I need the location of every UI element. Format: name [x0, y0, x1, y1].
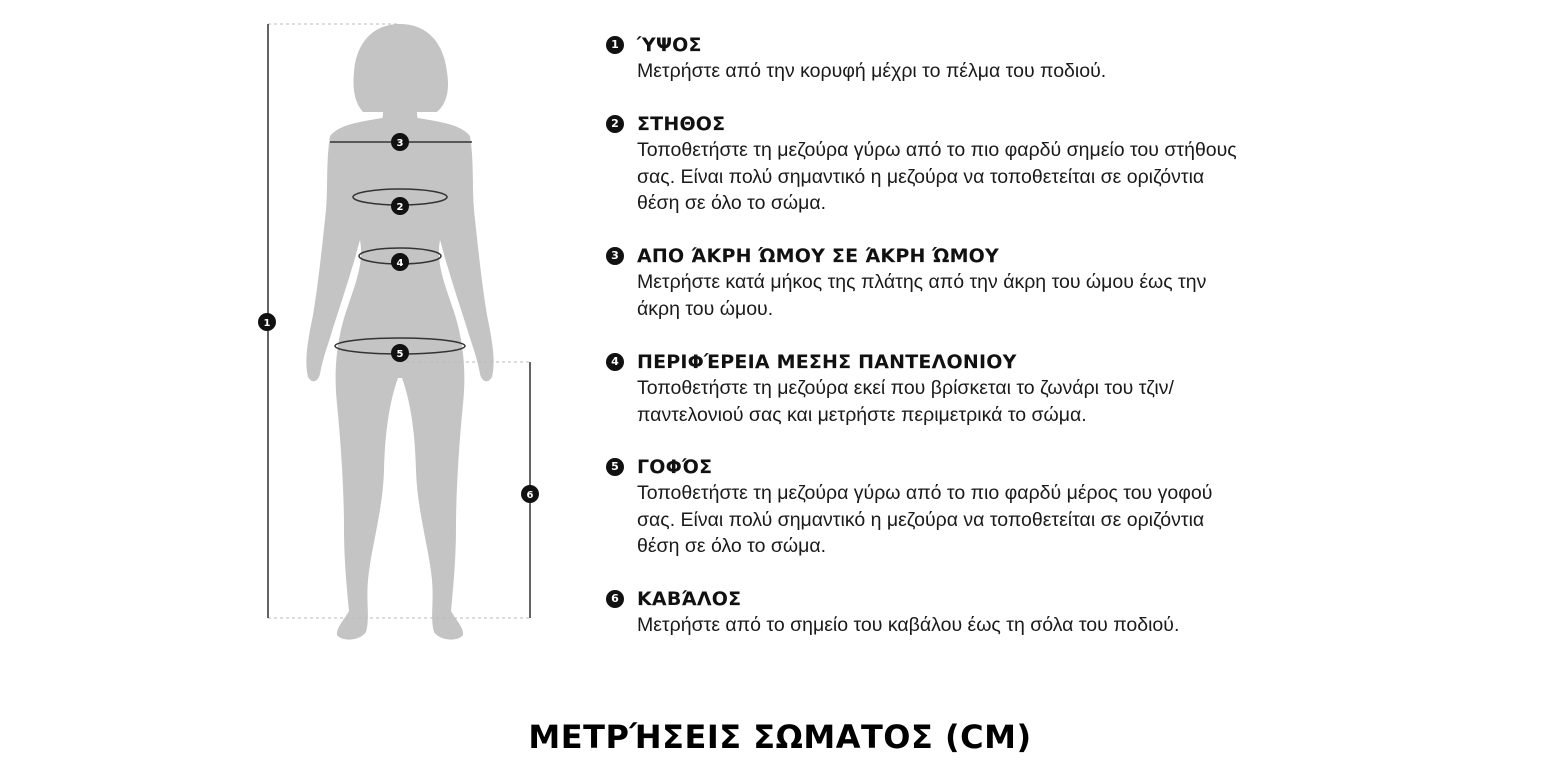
instruction-description: Μετρήστε από το σημείο του καβάλου έως τη σόλα του ποδιού.	[637, 614, 1180, 636]
page-title: ΜΕΤΡΉΣΕΙΣ ΣΩΜΑΤΟΣ (CM)	[528, 718, 1032, 756]
instruction-title: ΓΟΦΌΣ	[637, 456, 713, 478]
instruction-title: ΠΕΡΙΦΈΡΕΙΑ ΜΕΣΗΣ ΠΑΝΤΕΛΟΝΙΟΥ	[637, 351, 1017, 373]
number-badge: 4	[606, 353, 624, 371]
marker-hip	[391, 344, 409, 362]
instruction-title: ΣΤΗΘΟΣ	[637, 113, 726, 135]
instruction-title: ΎΨΟΣ	[637, 34, 702, 56]
instruction-chest	[606, 111, 1237, 217]
body-figure	[0, 0, 620, 680]
svg-text:6: 6	[526, 490, 534, 501]
marker-chest	[391, 197, 409, 215]
number-badge: 2	[606, 115, 624, 133]
instruction-description: Μετρήστε από την κορυφή μέχρι το πέλμα του ποδιού.	[637, 60, 1107, 82]
number-badge: 3	[606, 247, 624, 265]
instruction-title: ΚΑΒΆΛΟΣ	[637, 588, 742, 610]
instruction-hip	[606, 454, 1237, 560]
instruction-description: Μετρήστε κατά μήκος της πλάτης από την άκρη του ώμου έως την άκρη του ώμου.	[637, 271, 1207, 320]
instruction-description: Τοποθετήστε τη μεζούρα γύρω από το πιο φαρδύ μέρος του γοφού σας. Είναι πολύ σημαντικό η μεζούρα να τοποθετείται σε οριζόντια θέση σε όλο το σώμα.	[637, 482, 1213, 557]
number-badge: 1	[606, 36, 624, 54]
svg-text:2: 2	[396, 202, 404, 213]
instruction-description: Τοποθετήστε τη μεζούρα εκεί που βρίσκεται το ζωνάρι του τζιν/παντελονιού σας και μετρήστε περιμετρικά το σώμα.	[637, 377, 1174, 426]
female-silhouette-icon	[306, 24, 493, 640]
instruction-waist	[606, 349, 1237, 428]
instruction-height	[606, 32, 1237, 85]
svg-text:3: 3	[396, 138, 404, 149]
svg-text:4: 4	[396, 258, 404, 269]
marker-inseam	[521, 485, 539, 503]
number-badge: 5	[606, 458, 624, 476]
svg-text:5: 5	[396, 349, 404, 360]
instruction-description: Τοποθετήστε τη μεζούρα γύρω από το πιο φαρδύ σημείο του στήθους σας. Είναι πολύ σημαντικό η μεζούρα να τοποθετείται σε οριζόντια θέση σε όλο το σώμα.	[637, 139, 1237, 214]
number-badge: 6	[606, 590, 624, 608]
marker-shoulder	[391, 133, 409, 151]
marker-height	[258, 313, 276, 331]
svg-text:1: 1	[263, 318, 271, 329]
instruction-inseam	[606, 586, 1237, 639]
instruction-title: ΑΠΟ ΆΚΡΗ ΏΜΟΥ ΣΕ ΆΚΡΗ ΏΜΟΥ	[637, 245, 999, 267]
marker-waist	[391, 253, 409, 271]
instruction-shoulder	[606, 243, 1237, 322]
